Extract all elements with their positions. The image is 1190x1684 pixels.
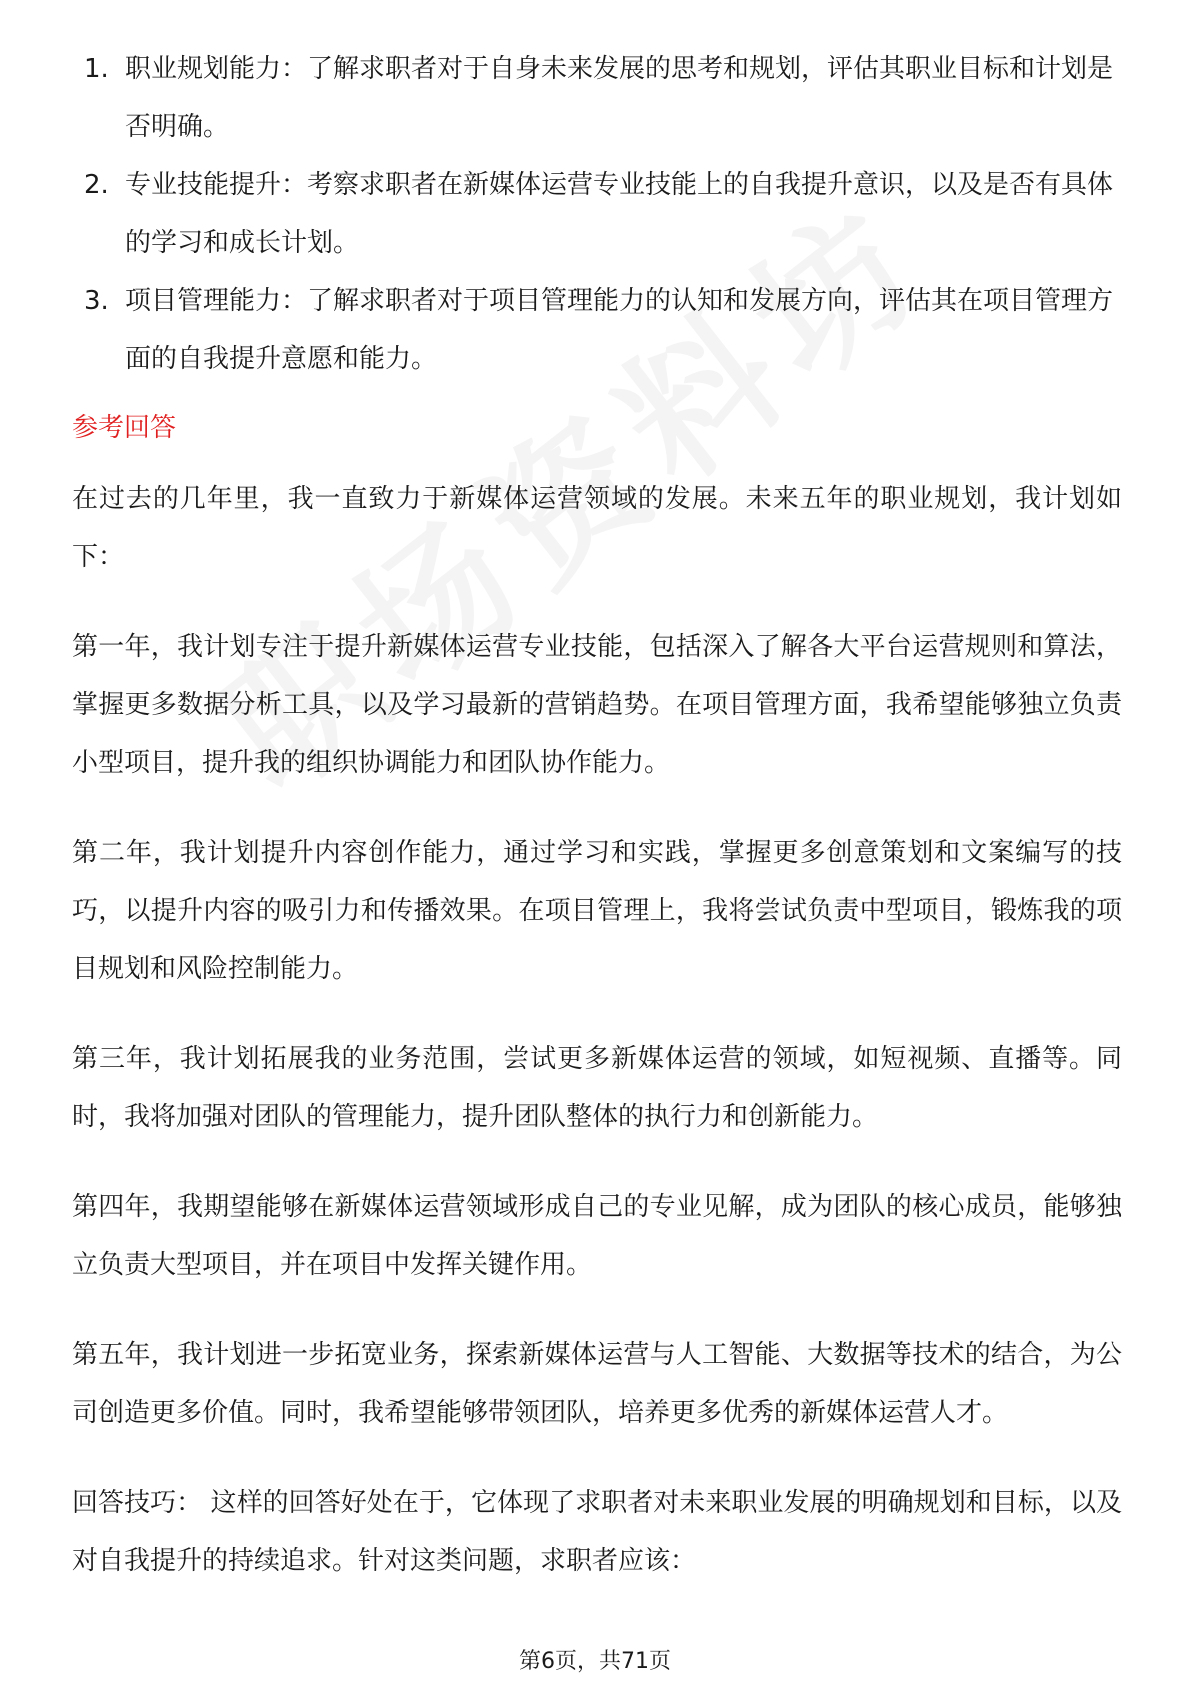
list-item <box>72 40 1122 156</box>
paragraph: 第四年，我期望能够在新媒体运营领域形成自己的专业见解，成为团队的核心成员，能够独立负责大型项目，并在项目中发挥关键作用。 <box>72 1192 1122 1280</box>
list-item-number: 3. <box>84 286 109 316</box>
list-item <box>72 272 1122 388</box>
paragraph: 第二年，我计划提升内容创作能力，通过学习和实践，掌握更多创意策划和文案编写的技巧，以提升内容的吸引力和传播效果。在项目管理上，我将尝试负责中型项目，锻炼我的项目规划和风险控制能力。 <box>72 838 1122 984</box>
list-item-text: 职业规划能力：了解求职者对于自身未来发展的思考和规划，评估其职业目标和计划是否明确。 <box>125 54 1114 142</box>
list-item-text: 专业技能提升：考察求职者在新媒体运营专业技能上的自我提升意识，以及是否有具体的学习和成长计划。 <box>125 170 1114 258</box>
paragraph: 第五年，我计划进一步拓宽业务，探索新媒体运营与人工智能、大数据等技术的结合，为公司创造更多价值。同时，我希望能够带领团队，培养更多优秀的新媒体运营人才。 <box>72 1340 1122 1428</box>
list-item-number: 2. <box>84 170 109 200</box>
list-item-number: 1. <box>84 54 109 84</box>
criteria-list <box>72 40 1122 388</box>
list-item <box>72 156 1122 272</box>
section-title: 参考回答 <box>72 413 177 443</box>
paragraph: 第三年，我计划拓展我的业务范围，尝试更多新媒体运营的领域，如短视频、直播等。同时，我将加强对团队的管理能力，提升团队整体的执行力和创新能力。 <box>72 1044 1122 1132</box>
page-footer: 第6页，共71页 <box>519 1649 671 1674</box>
paragraph: 第一年，我计划专注于提升新媒体运营专业技能，包括深入了解各大平台运营规则和算法，掌握更多数据分析工具，以及学习最新的营销趋势。在项目管理方面，我希望能够独立负责小型项目，提升我的组织协调能力和团队协作能力。 <box>72 632 1122 778</box>
list-item-text: 项目管理能力：了解求职者对于项目管理能力的认知和发展方向，评估其在项目管理方面的自我提升意愿和能力。 <box>125 286 1114 374</box>
paragraph: 回答技巧： 这样的回答好处在于，它体现了求职者对未来职业发展的明确规划和目标，以及对自我提升的持续追求。针对这类问题，求职者应该： <box>72 1488 1122 1576</box>
page-content <box>72 40 1122 1622</box>
paragraph: 在过去的几年里，我一直致力于新媒体运营领域的发展。未来五年的职业规划，我计划如下： <box>72 484 1122 572</box>
